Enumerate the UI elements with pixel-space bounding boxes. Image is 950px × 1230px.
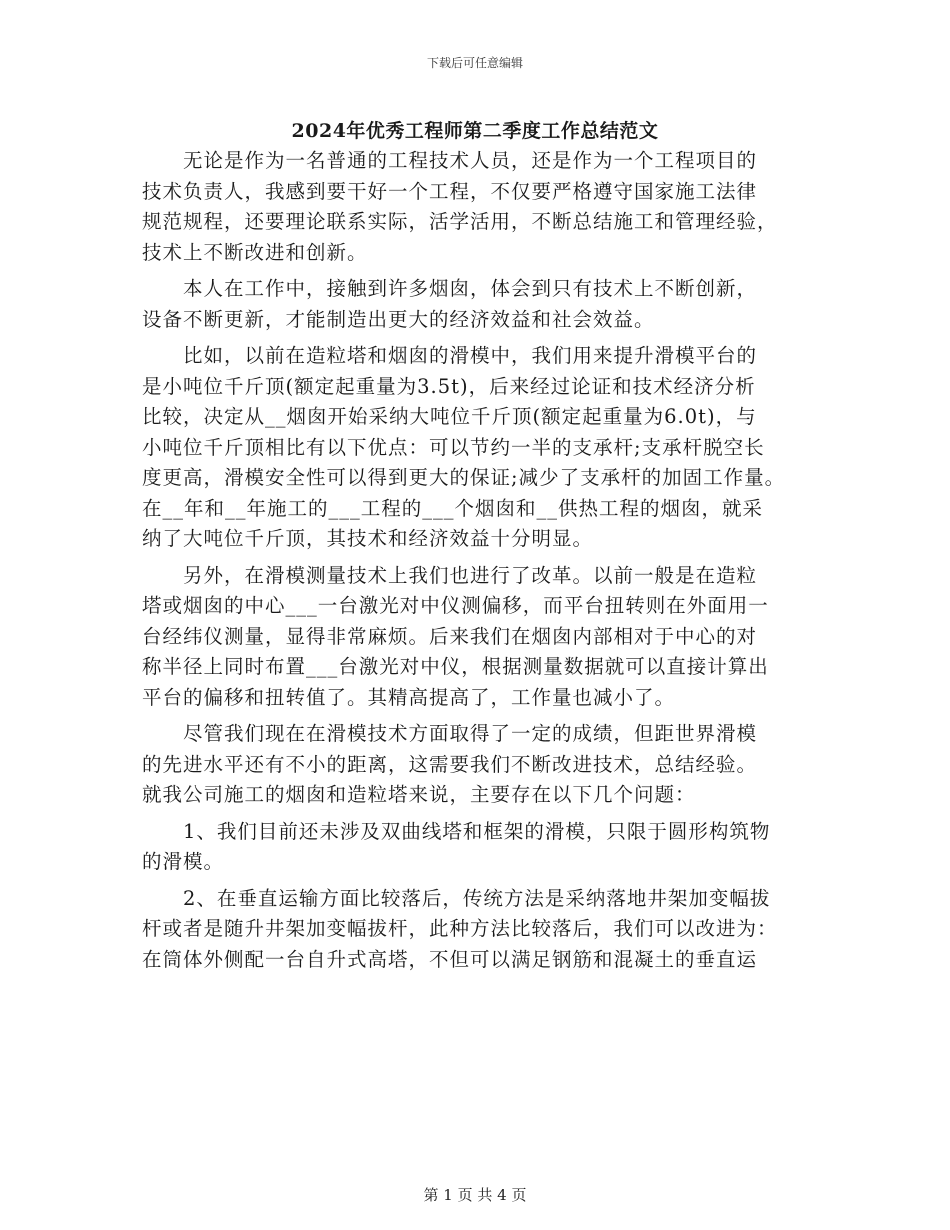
text-line: 2、在垂直运输方面比较落后，传统方法是采纳落地井架加变幅拔 (142, 886, 771, 910)
text-line: 纳了大吨位千斤顶，其技术和经济效益十分明显。 (142, 527, 594, 550)
paragraph (142, 884, 818, 976)
text-line: 在筒体外侧配一台自升式高塔，不但可以满足钢筋和混凝土的垂直运 (142, 947, 758, 971)
page-header-note: 下载后可任意编辑 (426, 56, 523, 70)
paragraph (142, 561, 818, 714)
text-line: 设备不断更新，才能制造出更大的经济效益和社会效益。 (142, 307, 655, 331)
text-line: 台经纬仪测量，显得非常麻烦。后来我们在烟囱内部相对于中心的对 (142, 624, 758, 648)
text-line: 平台的偏移和扭转值了。其精高提高了，工作量也减小了。 (142, 685, 676, 709)
text-line: 规范规程，还要理论联系实际，活学活用，不断总结施工和管理经验， (142, 210, 778, 233)
paragraph (142, 719, 818, 811)
text-line: 称半径上同时布置___台激光对中仪，根据测量数据就可以直接计算出 (142, 655, 769, 678)
text-line: 本人在工作中，接触到许多烟囱，体会到只有技术上不断创新， (142, 277, 758, 300)
text-line: 是小吨位千斤顶(额定起重量为3.5t)，后来经过论证和技术经济分析 (142, 374, 756, 398)
text-line: 就我公司施工的烟囱和造粒塔来说，主要存在以下几个问题： (142, 783, 696, 806)
text-line: 技术负责人，我感到要干好一个工程，不仅要严格遵守国家施工法律 (142, 179, 758, 203)
text-line: 的先进水平还有不小的距离，这需要我们不断改进技术，总结经验。 (142, 752, 758, 776)
text-line: 小吨位千斤顶相比有以下优点：可以节约一半的支承杆;支承杆脱空长 (142, 435, 765, 459)
paragraph (142, 341, 818, 555)
text-line: 度更高，滑模安全性可以得到更大的保证;减少了支承杆的加固工作量。 (142, 466, 786, 489)
document-title: 2024年优秀工程师第二季度工作总结范文 (291, 120, 659, 142)
paragraph (142, 817, 818, 878)
text-line: 在__年和__年施工的___工程的___个烟囱和__供热工程的烟囱，就采 (142, 496, 764, 520)
text-line: 技术上不断改进和创新。 (142, 240, 368, 264)
page-number: 第 1 页 共 4 页 (423, 1186, 527, 1204)
text-line: 的滑模。 (142, 850, 225, 873)
text-line: 另外，在滑模测量技术上我们也进行了改革。以前一般是在造粒 (142, 563, 758, 587)
text-line: 1、我们目前还未涉及双曲线塔和框架的滑模，只限于圆形构筑物 (142, 819, 771, 843)
paragraph (142, 274, 818, 335)
text-line: 尽管我们现在在滑模技术方面取得了一定的成绩，但距世界滑模 (142, 722, 758, 745)
text-line: 比如，以前在造粒塔和烟囱的滑模中，我们用来提升滑模平台的 (142, 344, 758, 367)
text-line: 比较，决定从__烟囱开始采纳大吨位千斤顶(额定起重量为6.0t)，与 (142, 405, 757, 428)
text-line: 无论是作为一名普通的工程技术人员，还是作为一个工程项目的 (142, 149, 758, 172)
text-line: 杆或者是随升井架加变幅拔杆，此种方法比较落后，我们可以改进为： (142, 917, 778, 940)
document-body (142, 146, 818, 975)
paragraph (142, 146, 818, 268)
text-line: 塔或烟囱的中心___一台激光对中仪测偏移，而平台扭转则在外面用一 (142, 594, 769, 617)
